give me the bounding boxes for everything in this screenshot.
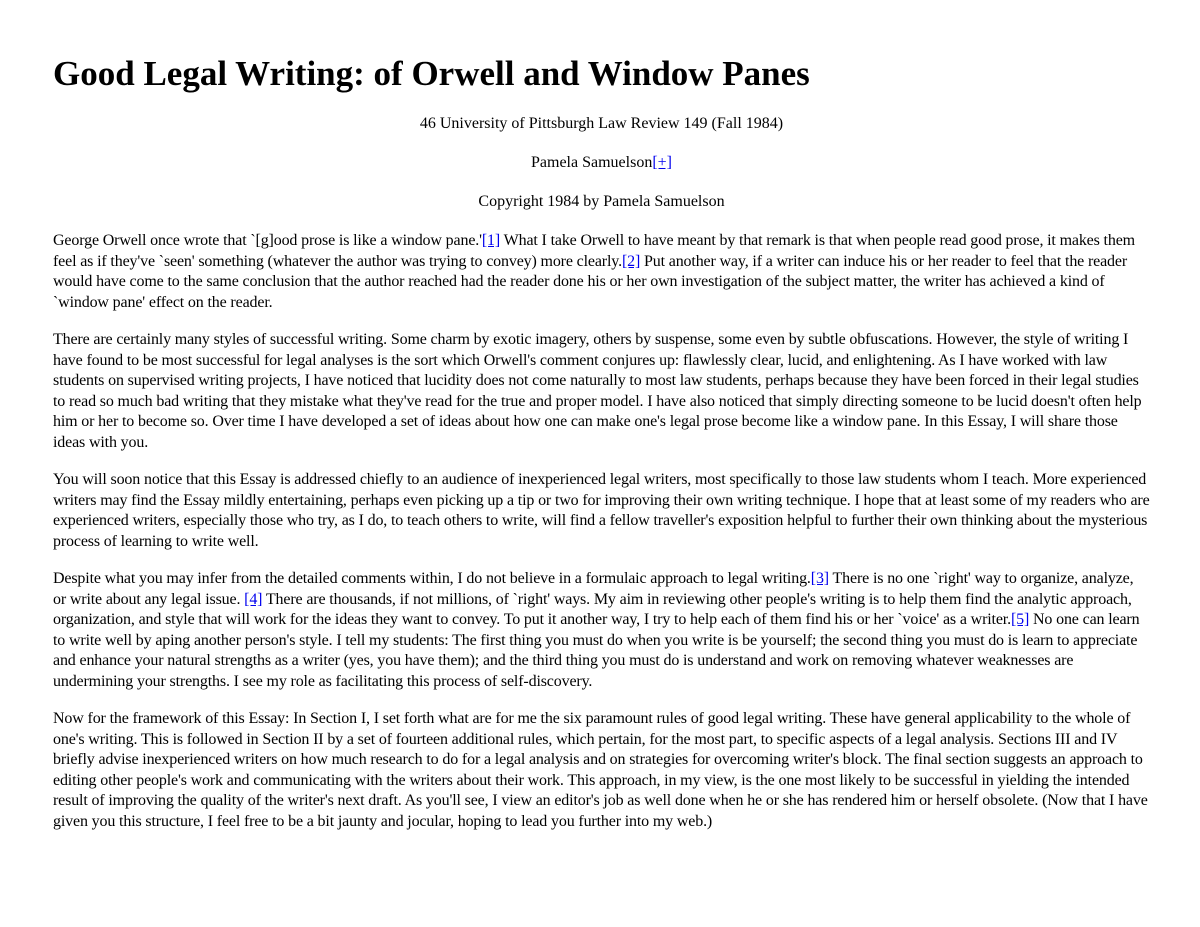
footnote-link-1[interactable]: [1] — [481, 232, 501, 250]
paragraph-text: You will soon notice that this Essay is addressed chiefly to an audience of inexperienced legal writers, most specifically to those law students whom I teach. More experienced writers may find the Essay mildly entertaining, perhaps even picking up a tip or two for improving their own writing technique. I hope that at least some of my readers who are experienced writers, especially those who try, as I do, to teach others to write, will find a fellow traveller's exposition helpful to further their own thinking about the mysterious process of learning to write well. — [53, 471, 1150, 550]
paragraph-1 — [53, 231, 1150, 313]
footnote-link-5[interactable]: [5] — [1010, 611, 1030, 629]
copyright-line: Copyright 1984 by Pamela Samuelson — [478, 193, 725, 211]
author-note-link[interactable]: [+] — [652, 154, 672, 172]
footnote-link-4[interactable]: [4] — [244, 590, 263, 608]
author-name: Pamela Samuelson — [531, 154, 653, 172]
paragraph-text: There are certainly many styles of successful writing. Some charm by exotic imagery, others by suspense, some even by subtle obfuscations. However, the style of writing I have found to be most successful for legal analyses is the sort which Orwell's comment conjures up: flawlessly clear, lucid, and enlightening. As I have worked with law students on supervised writing projects, I have noticed that lucidity does not come naturally to most law students, perhaps because they have been forced in their legal studies to read so much bad writing that they mistake what they've read for the true and proper model. I have also noticed that simply directing someone to be lucid doesn't often help him or her to become so. Over time I have developed a set of ideas about how one can make one's legal prose become like a window pane. In this Essay, I will share those ideas with you. — [53, 331, 1142, 451]
paragraph-text: Put another way, if a writer can induce his or her reader to feel that the reader would have come to the same conclusion that the author reached had the reader done his or her own investigation of the subject matter, the writer has achieved a kind of `window pane' effect on the reader. — [53, 252, 1128, 311]
footnote-link-3[interactable]: [3] — [810, 570, 829, 588]
paragraph-text: No one can learn to write well by aping another person's style. I tell my students: The first thing you must do when you write is be yourself; the second thing you must do is learn to appreciate and enhance your natural strengths as a writer (yes, you have them); and the third thing you must do is understand and work on removing whatever weaknesses are undermining your strengths. I see my role as facilitating this process of self-discovery. — [53, 611, 1140, 690]
paragraph-text: Now for the framework of this Essay: In Section I, I set forth what are for me the six paramount rules of good legal writing. These have general applicability to the whole of one's writing. This is followed in Section II by a set of fourteen additional rules, which pertain, for the most part, to specific aspects of a legal analysis. Sections III and IV briefly advise inexperienced writers on how much research to do for a legal analysis and on strategies for overcoming writer's block. The final section suggests an approach to editing other people's work and communicating with the writers about their work. This approach, in my view, is the one most likely to be successful in yielding the intended result of improving the quality of the writer's next draft. As you'll see, I view an editor's job as well done when he or she has rendered him or herself obsolete. (Now that I have given you this structure, I feel free to be a bit jaunty and jocular, hoping to lead you further into my web.) — [53, 710, 1148, 830]
paragraph-text: What I take Orwell to have meant by that remark is that when people read good prose, it makes them feel as if they've `seen' something (whatever the author was trying to convey) more clearly. — [53, 232, 1135, 270]
author-line — [53, 153, 1150, 173]
paragraph-5 — [53, 709, 1150, 832]
paragraph-2 — [53, 330, 1150, 453]
paragraph-text: George Orwell once wrote that `[g]ood prose is like a window pane.' — [53, 232, 482, 250]
paragraph-text: There is no one `right' way to organize, analyze, or write about any legal issue. — [53, 570, 1134, 608]
paragraph-3 — [53, 470, 1150, 552]
footnote-link-2[interactable]: [2] — [621, 252, 641, 270]
paragraph-text: Despite what you may infer from the detailed comments within, I do not believe in a formulaic approach to legal writing. — [53, 570, 811, 588]
page-title: Good Legal Writing: of Orwell and Window Panes — [53, 54, 810, 93]
paragraph-4 — [53, 569, 1150, 692]
paragraph-text: There are thousands, if not millions, of `right' ways. My aim in reviewing other people's writing is to help them find the analytic approach, organization, and style that will work for the ideas they want to convey. To put it another way, I try to help each of them find his or her `voice' as a writer. — [53, 590, 1132, 629]
citation: 46 University of Pittsburgh Law Review 149 (Fall 1984) — [419, 115, 784, 133]
